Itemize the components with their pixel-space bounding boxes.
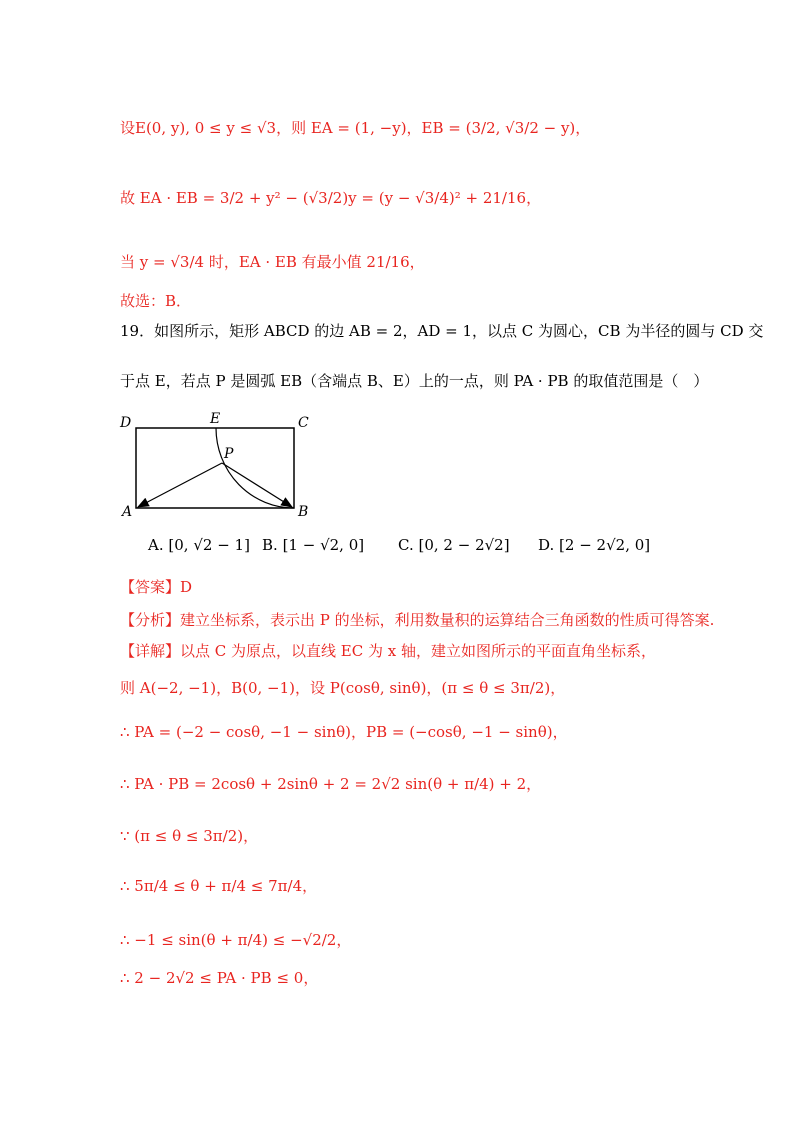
option-b — [262, 536, 364, 554]
option-a-label: A. — [148, 536, 164, 554]
label-b: B — [298, 504, 309, 520]
answer-line: 【答案】D — [120, 578, 193, 596]
option-b-interval: [1 − √2, 0] — [282, 536, 365, 554]
step-line-6: ∴ −1 ≤ sin(θ + π/4) ≤ −√2/2， — [120, 931, 352, 949]
step-line-2: ∴ PA = (−2 − cosθ, −1 − sinθ)，PB = (−cosθ, −1 − sinθ)， — [120, 723, 568, 741]
option-c-interval: [0, 2 − 2√2] — [418, 536, 510, 554]
option-b-label: B. — [262, 536, 278, 554]
label-p: P — [224, 446, 234, 462]
vector-pb — [222, 463, 292, 507]
option-c — [398, 536, 510, 554]
step-line-5: ∴ 5π/4 ≤ θ + π/4 ≤ 7π/4， — [120, 877, 318, 895]
step-line-1: 则 A(−2, −1)，B(0, −1)，设 P(cosθ, sinθ)，(π ≤ θ ≤ 3π/2)， — [120, 679, 566, 697]
label-d: D — [120, 415, 132, 431]
label-e: E — [210, 411, 221, 427]
option-a — [148, 536, 250, 554]
solution-line-4: 故选：B． — [120, 292, 192, 310]
vector-pa — [138, 463, 222, 507]
question-19-line-1: 19．如图所示，矩形 ABCD 的边 AB = 2，AD = 1，以点 C 为圆心，CB 为半径的圆与 CD 交 — [120, 322, 764, 340]
label-c: C — [298, 415, 309, 431]
option-c-label: C. — [398, 536, 414, 554]
option-a-interval: [0, √2 − 1] — [168, 536, 250, 554]
option-d-interval: [2 − 2√2, 0] — [559, 536, 651, 554]
step-line-7: ∴ 2 − 2√2 ≤ PA · PB ≤ 0， — [120, 969, 319, 987]
option-d-label: D. — [538, 536, 555, 554]
detail-line: 【详解】以点 C 为原点，以直线 EC 为 x 轴，建立如图所示的平面直角坐标系， — [120, 642, 656, 660]
label-a: A — [122, 504, 133, 520]
step-line-4: ∵ (π ≤ θ ≤ 3π/2)， — [120, 827, 259, 845]
arc-eb — [216, 428, 294, 508]
option-d — [538, 536, 650, 554]
step-line-3: ∴ PA · PB = 2cosθ + 2sinθ + 2 = 2√2 sin(θ + π/4) + 2， — [120, 775, 542, 793]
solution-line-2: 故 EA · EB = 3/2 + y² − (√3/2)y = (y − √3/4)² + 21/16， — [120, 189, 542, 207]
analysis-line: 【分析】建立坐标系，表示出 P 的坐标，利用数量积的运算结合三角函数的性质可得答案. — [120, 611, 715, 629]
solution-line-1: 设E(0, y), 0 ≤ y ≤ √3，则 EA = (1, −y)，EB = (3/2, √3/2 − y)， — [120, 119, 591, 137]
geometry-figure — [118, 408, 333, 520]
solution-line-3: 当 y = √3/4 时，EA · EB 有最小值 21/16， — [120, 253, 425, 271]
question-19-line-2: 于点 E，若点 P 是圆弧 EB（含端点 B、E）上的一点，则 PA · PB 的取值范围是（ ） — [120, 372, 709, 390]
